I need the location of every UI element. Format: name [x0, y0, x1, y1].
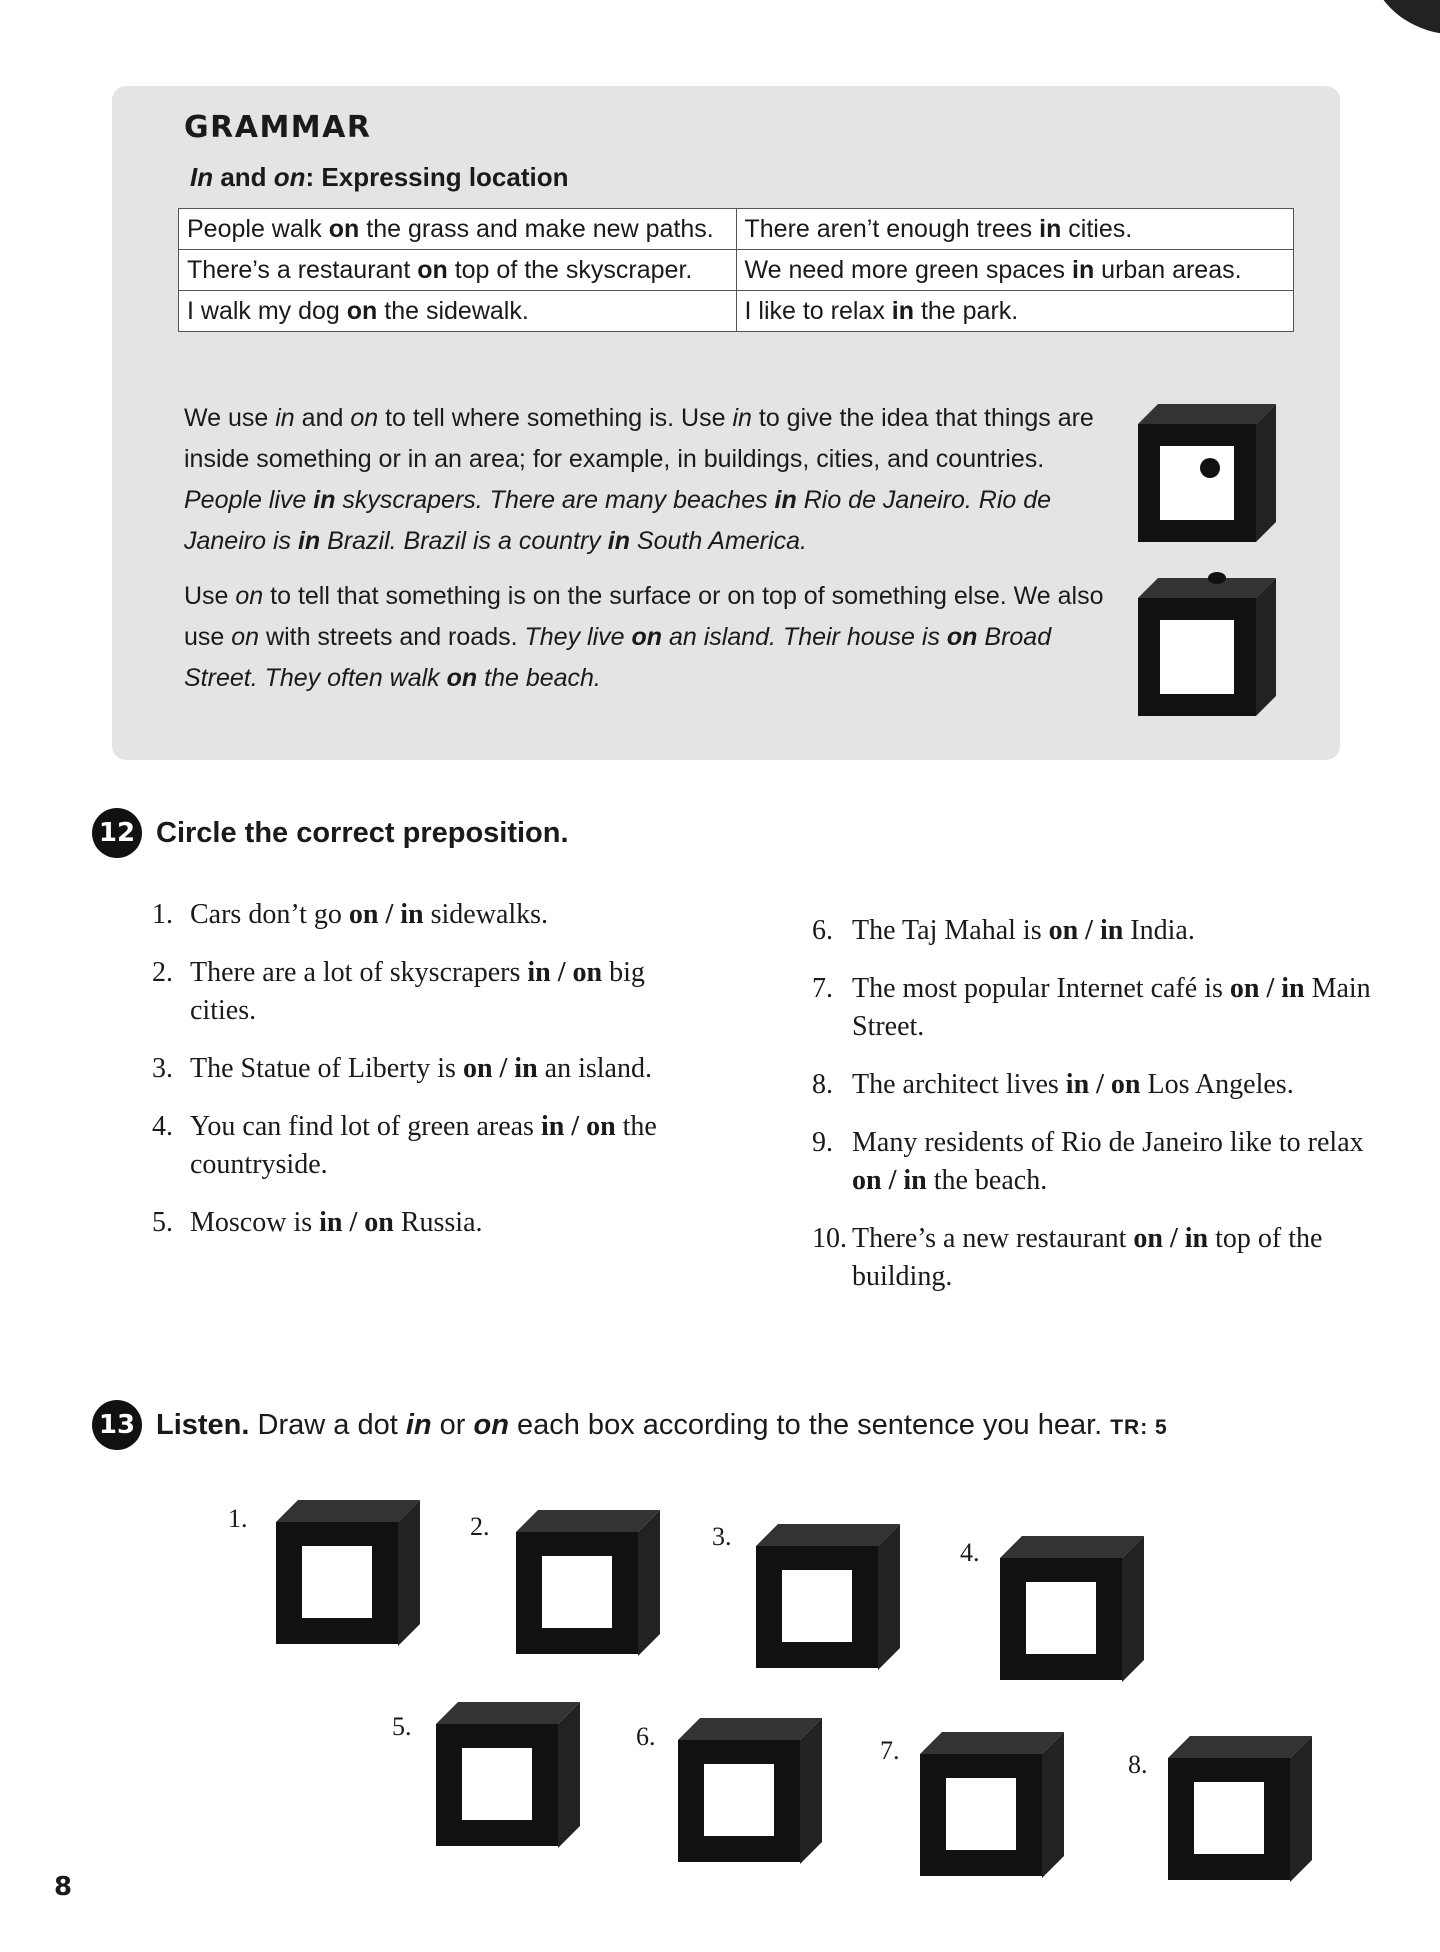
- grammar-table-row: [179, 250, 1294, 291]
- answer-box-icon[interactable]: [276, 1500, 422, 1651]
- grammar-cell: People walk on the grass and make new paths.: [179, 209, 737, 250]
- grammar-subtitle: [190, 162, 569, 193]
- list-item: 6. The Taj Mahal is on / in India.: [812, 915, 1195, 946]
- list-item: 8. The architect lives in / on Los Angeles.: [812, 1069, 1294, 1100]
- grammar-table-row: [179, 291, 1294, 332]
- page-number: 8: [54, 1872, 73, 1902]
- exercise-13-instruction: Listen. Draw a dot in or on each box according to the sentence you hear. TR: 5: [156, 1408, 1168, 1441]
- list-item: 2. There are a lot of skyscrapers in / on big cities.: [152, 957, 645, 1026]
- preposition-choice[interactable]: on / in: [1048, 915, 1124, 946]
- grammar-explanation-in: We use in and on to tell where something is. Use in to give the idea that things are inside something or in an area; for example, in buildings, cities, and countries. People live in skyscrapers. There are many beaches in Rio de Janeiro. Rio de Janeiro is in Brazil. Brazil is a country in South America.: [184, 404, 1094, 555]
- preposition-choice[interactable]: on / in: [462, 1053, 538, 1084]
- exercise-12-instruction: Circle the correct preposition.: [156, 816, 569, 849]
- subtitle-in: In: [190, 162, 214, 192]
- preposition-choice[interactable]: on / in: [1133, 1223, 1209, 1254]
- answer-box-icon[interactable]: [756, 1524, 902, 1675]
- preposition-choice[interactable]: in / on: [1065, 1069, 1141, 1100]
- box-label: 3.: [712, 1522, 732, 1551]
- box-label: 2.: [470, 1512, 490, 1541]
- box-label: 7.: [880, 1736, 900, 1765]
- grammar-box: [112, 86, 1340, 760]
- grammar-cell: I like to relax in the park.: [736, 291, 1294, 332]
- grammar-cell: There aren’t enough trees in cities.: [736, 209, 1294, 250]
- exercise-number-badge: 13: [92, 1400, 142, 1450]
- grammar-cell: There’s a restaurant on top of the skyscraper.: [179, 250, 737, 291]
- exercise-13-header: [92, 1400, 1168, 1450]
- exercise-12-right-column: [812, 912, 1412, 1316]
- exercise-number-badge: 12: [92, 808, 142, 858]
- box-with-dot-inside-icon: [1138, 404, 1278, 549]
- subtitle-rest: : Expressing location: [305, 162, 569, 192]
- grammar-table: [178, 208, 1294, 332]
- answer-box-icon[interactable]: [920, 1732, 1066, 1883]
- list-item: 1. Cars don’t go on / in sidewalks.: [152, 899, 549, 930]
- preposition-choice[interactable]: on / in: [348, 899, 424, 930]
- answer-box-icon[interactable]: [1000, 1536, 1146, 1687]
- exercise-12-left-column: [152, 896, 752, 1262]
- exercise-12-header: [92, 808, 569, 858]
- list-item: 4. You can find lot of green areas in / on the countryside.: [152, 1111, 657, 1180]
- answer-box-icon[interactable]: [678, 1718, 824, 1869]
- box-label: 8.: [1128, 1750, 1148, 1779]
- subtitle-on: on: [273, 162, 306, 192]
- list-item: 3. The Statue of Liberty is on / in an island.: [152, 1053, 652, 1084]
- preposition-choice[interactable]: on / in: [1229, 973, 1305, 1004]
- preposition-choice[interactable]: in / on: [540, 1111, 616, 1142]
- preposition-choice[interactable]: in / on: [319, 1207, 394, 1238]
- grammar-table-row: [179, 209, 1294, 250]
- grammar-cell: We need more green spaces in urban areas.: [736, 250, 1294, 291]
- box-label: 1.: [228, 1504, 248, 1533]
- box-label: 5.: [392, 1712, 412, 1741]
- list-item: 9. Many residents of Rio de Janeiro like to relax on / in the beach.: [812, 1127, 1364, 1196]
- preposition-choice[interactable]: in / on: [527, 957, 603, 988]
- answer-box-icon[interactable]: [516, 1510, 662, 1661]
- dot-icon: [1208, 572, 1226, 584]
- grammar-title: GRAMMAR: [184, 110, 372, 145]
- answer-box-icon[interactable]: [436, 1702, 582, 1853]
- preposition-choice[interactable]: on / in: [852, 1165, 927, 1196]
- dot-icon: [1200, 458, 1220, 478]
- box-with-dot-on-top-icon: [1138, 578, 1278, 723]
- grammar-explanation-on: Use on to tell that something is on the surface or on top of something else. We also use on with streets and roads. They live on an island. Their house is on Broad Street. They often walk on the beach.: [184, 582, 1104, 692]
- list-item: 5. Moscow is in / on Russia.: [152, 1207, 483, 1238]
- track-number: TR: 5: [1110, 1415, 1168, 1439]
- page-corner-shadow: [1357, 0, 1440, 53]
- list-item: 7. The most popular Internet café is on / in Main Street.: [812, 973, 1371, 1042]
- box-label: 4.: [960, 1538, 980, 1567]
- grammar-cell: I walk my dog on the sidewalk.: [179, 291, 737, 332]
- box-label: 6.: [636, 1722, 656, 1751]
- list-item: 10. There’s a new restaurant on / in top of the building.: [812, 1223, 1323, 1292]
- answer-box-icon[interactable]: [1168, 1736, 1314, 1887]
- subtitle-and: and: [213, 162, 274, 192]
